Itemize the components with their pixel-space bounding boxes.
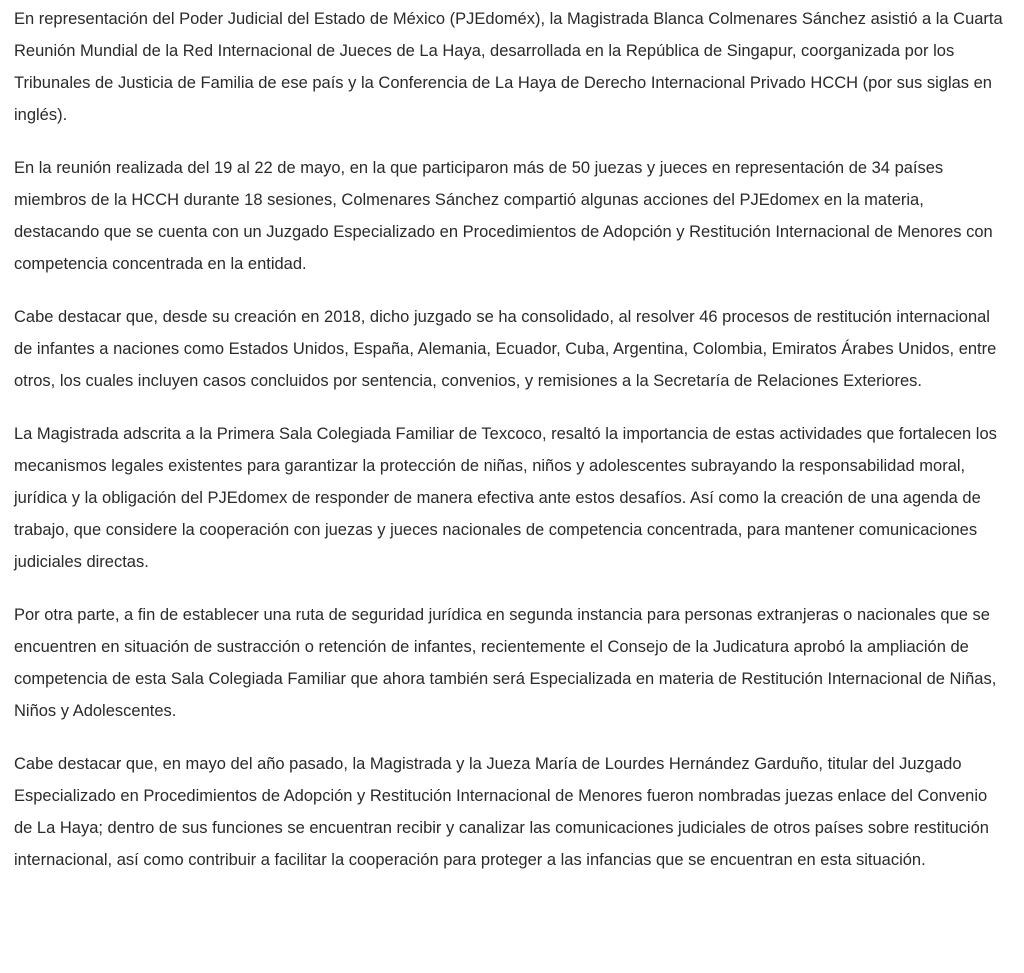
article-paragraph: Cabe destacar que, desde su creación en 2018, dicho juzgado se ha consolidado, al resolver 46 procesos de restitución internacional de infantes a naciones como Estados Unidos, España, Alemania, Ecuador, Cuba, Argentina, Colombia, Emiratos Árabes Unidos, entre otros, los cuales incluyen casos concluidos por sentencia, convenios, y remisiones a la Secretaría de Relaciones Exteriores.	[14, 308, 997, 390]
article-paragraph: Por otra parte, a fin de establecer una ruta de seguridad jurídica en segunda instancia para personas extranjeras o nacionales que se encuentren en situación de sustracción o retención de infantes, recientemente el Consejo de la Judicatura aprobó la ampliación de competencia de esta Sala Colegiada Familiar que ahora también será Especializada en materia de Restitución Internacional de Niñas, Niños y Adolescentes.	[14, 606, 997, 720]
article-paragraph: En la reunión realizada del 19 al 22 de mayo, en la que participaron más de 50 juezas y jueces en representación de 34 países miembros de la HCCH durante 18 sesiones, Colmenares Sánchez compartió algunas acciones del PJEdomex en la materia, destacando que se cuenta con un Juzgado Especializado en Procedimientos de Adopción y Restitución Internacional de Menores con competencia concentrada en la entidad.	[14, 159, 993, 273]
article-paragraph: Cabe destacar que, en mayo del año pasado, la Magistrada y la Jueza María de Lourdes Hernández Garduño, titular del Juzgado Especializado en Procedimientos de Adopción y Restitución Internacional de Menores fueron nombradas juezas enlace del Convenio de La Haya; dentro de sus funciones se encuentran recibir y canalizar las comunicaciones judiciales de otros países sobre restitución internacional, así como contribuir a facilitar la cooperación para proteger a las infancias que se encuentran en esta situación.	[14, 755, 989, 869]
article-paragraph: En representación del Poder Judicial del Estado de México (PJEdoméx), la Magistrada Blanca Colmenares Sánchez asistió a la Cuarta Reunión Mundial de la Red Internacional de Jueces de La Haya, desarrollada en la República de Singapur, coorganizada por los Tribunales de Justicia de Familia de ese país y la Conferencia de La Haya de Derecho Internacional Privado HCCH (por sus siglas en inglés).	[14, 10, 1003, 124]
article-paragraph: La Magistrada adscrita a la Primera Sala Colegiada Familiar de Texcoco, resaltó la importancia de estas actividades que fortalecen los mecanismos legales existentes para garantizar la protección de niñas, niños y adolescentes subrayando la responsabilidad moral, jurídica y la obligación del PJEdomex de responder de manera efectiva ante estos desafíos. Así como la creación de una agenda de trabajo, que considere la cooperación con juezas y jueces nacionales de competencia concentrada, para mantener comunicaciones judiciales directas.	[14, 425, 997, 571]
